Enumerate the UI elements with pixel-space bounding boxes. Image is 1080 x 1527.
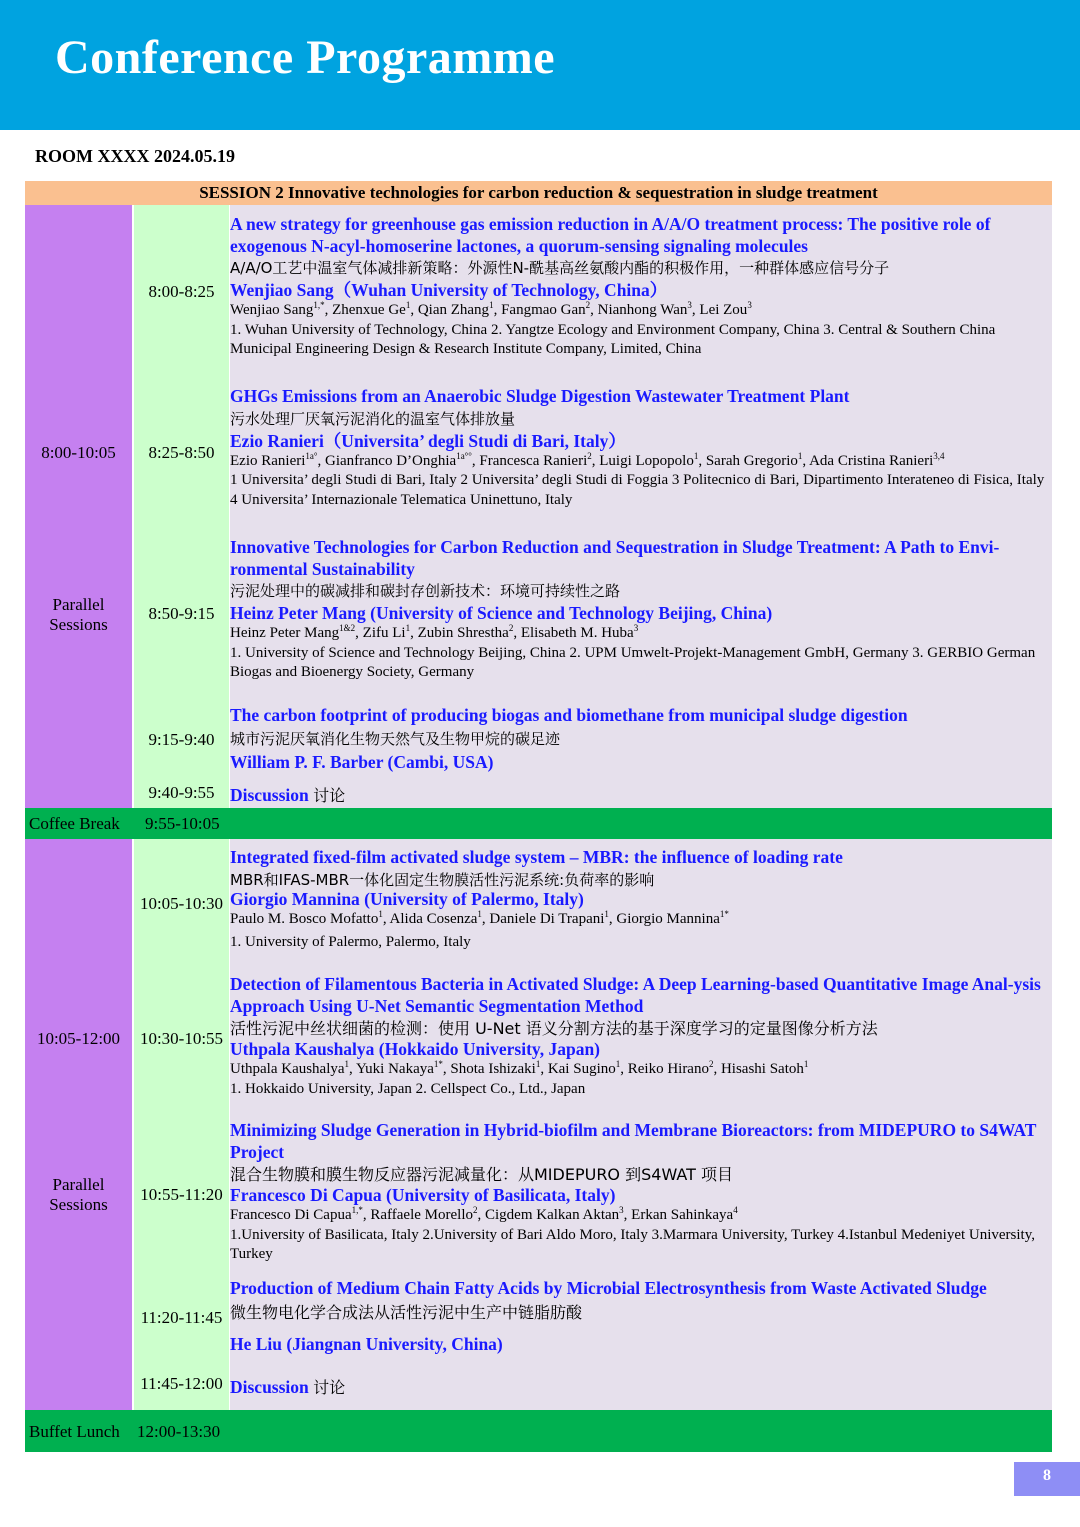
author-name: Qian Zhang — [417, 302, 490, 318]
discussion-label-cn: 讨论 — [313, 1378, 346, 1397]
author-affiliation-mark: 1 — [535, 1059, 541, 1069]
page-title: Conference Programme — [55, 31, 556, 84]
author-affiliation-mark: 1 — [477, 908, 482, 919]
talk-speaker: Ezio Ranieri（Universita’ degli Studi di Bari, Italy） — [230, 430, 626, 451]
talk-entry — [230, 1120, 1050, 1265]
author-affiliation-mark: 3 — [747, 300, 752, 310]
author-name: Ezio Ranieri — [230, 452, 306, 469]
block-2-time-cell — [25, 839, 132, 1410]
author-affiliation-mark: 3,4 — [933, 450, 945, 461]
author-name: Elisabeth M. Huba — [520, 625, 634, 641]
author-name: Fangmao Gan — [501, 302, 586, 318]
talk-title: A new strategy for greenhouse gas emission reduction in A/A/O treatment process: The positive role of exogenous N-acyl-homoserine lactones, a quorum-sensing signaling molecules — [230, 214, 991, 256]
author-affiliation-mark: 1 — [405, 623, 411, 633]
talk-title: The carbon footprint of producing biogas and biomethane from municipal sludge digestion — [230, 705, 908, 725]
break-time: 12:00-13:30 — [137, 1422, 221, 1441]
author-name: Zubin Shrestha — [417, 625, 509, 641]
break-label: Buffet Lunch — [29, 1422, 120, 1441]
talk-entry — [230, 386, 1050, 510]
talk-title: Minimizing Sludge Generation in Hybrid-biofilm and Membrane Bioreactors: from MIDEPURO to S4WAT Project — [230, 1120, 1037, 1162]
author-name: Cigdem Kalkan Aktan — [485, 1207, 620, 1223]
talk-affiliations: 1.University of Basilicata, Italy 2.University of Bari Aldo Moro, Italy 3.Marmara University, Turkey 4.Istanbul Medeniyet University, Turkey — [230, 1226, 1035, 1262]
author-affiliation-mark: 1 — [378, 908, 383, 919]
author-name: Hisashi Satoh — [720, 1061, 804, 1077]
author-name: Erkan Sahinkaya — [631, 1207, 734, 1223]
talk-entry — [230, 705, 1050, 773]
talk-authors: Uthpala Kaushalya$^1$, Yuki Nakaya$^{1*}$, Shota Ishizaki$^1$, Kai Sugino$^1$, Reiko Hirano$^2$, Hisashi Satoh$^1$ — [230, 1059, 809, 1077]
author-affiliation-mark: 1* — [719, 908, 729, 919]
author-affiliation-mark: 1 — [344, 1059, 350, 1069]
talk-affiliations: 1. Hokkaido University, Japan 2. Cellspect Co., Ltd., Japan — [230, 1080, 586, 1097]
talk-affiliations: 1. University of Science and Technology Beijing, China 2. UPM Umwelt-Projekt-Management GmbH, Germany 3. GERBIO German Biogas and Bioenergy Society, Germany — [230, 644, 1036, 680]
author-affiliation-mark: 1 — [803, 1059, 809, 1069]
talk-authors: Heinz Peter Mang$^{1\&2}$, Zifu Li$^1$, Zubin Shrestha$^2$, Elisabeth M. Huba$^3$ — [230, 623, 639, 641]
discussion-label: Discussion — [230, 1377, 309, 1397]
slot-time: 11:20-11:45 — [140, 1308, 223, 1327]
author-name: Francesco Di Capua — [230, 1207, 352, 1223]
author-affiliation-mark: 1,* — [313, 300, 325, 310]
block-label: Parallel Sessions — [49, 595, 108, 634]
author-name: Francesca Ranieri — [479, 452, 588, 469]
slot-time: 9:15-9:40 — [148, 730, 215, 749]
talk-speaker: Giorgio Mannina (University of Palermo, Italy) — [230, 888, 584, 909]
slot-time: 10:05-10:30 — [139, 894, 224, 913]
author-name: Alida Cosenza — [389, 910, 478, 927]
talk-speaker: William P. F. Barber (Cambi, USA) — [230, 751, 494, 772]
author-name: Uthpala Kaushalya — [230, 1061, 345, 1077]
author-name: Wenjiao Sang — [230, 302, 314, 318]
talk-entry — [230, 1278, 1050, 1355]
author-affiliation-mark: 1 — [405, 300, 411, 310]
talk-authors: Wenjiao Sang$^{1,*}$, Zhenxue Ge$^1$, Qian Zhang$^1$, Fangmao Gan$^2$, Nianhong Wan$^3$, Lei Zou$^3$ — [230, 300, 752, 318]
author-affiliation-mark: 1,* — [351, 1205, 363, 1215]
talk-title-cn: A/A/O工艺中温室气体减排新策略：外源性N-酰基高丝氨酸内酯的积极作用，一种群体感应信号分子 — [230, 259, 890, 277]
slot-time: 8:50-9:15 — [148, 604, 215, 623]
talk-speaker: Uthpala Kaushalya (Hokkaido University, Japan) — [230, 1039, 601, 1059]
author-affiliation-mark: 2 — [587, 450, 592, 461]
talk-title-cn: 污泥处理中的碳减排和碳封存创新技术：环境可持续性之路 — [230, 582, 621, 600]
talk-affiliations: 1. University of Palermo, Palermo, Italy — [230, 934, 471, 950]
author-name: Nianhong Wan — [597, 302, 688, 318]
talk-entry — [230, 214, 1050, 360]
author-affiliation-mark: 2 — [508, 623, 514, 633]
talk-title-cn: 城市污泥厌氧消化生物天然气及生物甲烷的碳足迹 — [230, 729, 561, 748]
author-affiliation-mark: 1a° — [305, 450, 318, 461]
talk-speaker: He Liu (Jiangnan University, China) — [230, 1333, 503, 1354]
block-1-time-cell — [25, 205, 132, 808]
header-banner — [0, 0, 1080, 130]
author-affiliation-mark: 2 — [473, 1205, 478, 1215]
author-affiliation-mark: 1 — [489, 300, 494, 310]
break-label: Coffee Break — [29, 814, 120, 833]
talk-speaker: Wenjiao Sang（Wuhan University of Technology, China） — [230, 280, 668, 300]
talk-title: Innovative Technologies for Carbon Reduction and Sequestration in Sludge Treatment: A Path to Envi-ronmental Sustainability — [230, 537, 1000, 579]
author-affiliation-mark: 3 — [633, 623, 639, 633]
author-affiliation-mark: 1* — [433, 1059, 443, 1069]
author-name: Zifu Li — [362, 625, 406, 641]
author-affiliation-mark: 1a°° — [456, 450, 472, 461]
talk-affiliations: 1. Wuhan University of Technology, China 2. Yangtze Ecology and Environment Company, China 3. Central & Southern China Municipal Engineering Design & Research Institute Company, Limited, China — [230, 321, 996, 357]
slot-time: 11:45-12:00 — [140, 1374, 223, 1393]
author-name: Gianfranco D’Onghia — [324, 452, 457, 469]
block-time: 10:05-12:00 — [36, 1029, 121, 1048]
talk-title: Production of Medium Chain Fatty Acids by Microbial Electrosynthesis from Waste Activated Sludge — [230, 1278, 987, 1298]
author-affiliation-mark: 3 — [619, 1205, 624, 1215]
talk-entry — [230, 537, 1050, 683]
author-name: Kai Sugino — [547, 1061, 616, 1077]
author-affiliation-mark: 4 — [733, 1205, 738, 1215]
author-affiliation-mark: 2 — [585, 300, 591, 310]
talk-title-cn: 活性污泥中丝状细菌的检测：使用 U-Net 语义分割方法的基于深度学习的定量图像分析方法 — [230, 1019, 878, 1038]
slot-time: 8:25-8:50 — [148, 443, 215, 462]
talk-title: GHGs Emissions from an Anaerobic Sludge Digestion Wastewater Treatment Plant — [230, 386, 850, 406]
author-affiliation-mark: 1 — [604, 908, 609, 919]
author-name: Shota Ishizaki — [450, 1061, 536, 1077]
author-name: Paulo M. Bosco Mofatto — [230, 910, 379, 927]
author-name: Reiko Hirano — [627, 1061, 709, 1077]
talk-affiliations: 1 Universita’ degli Studi di Bari, Italy 2 Universita’ degli Studi di Foggia 3 Politecnico di Bari, Dipartimento Interateneo di Fisica, Italy 4 Universita’ Internazionale Telematica Uninettuno, Italy — [230, 472, 1045, 508]
break-time: 9:55-10:05 — [145, 814, 220, 833]
talk-title: Detection of Filamentous Bacteria in Activated Sludge: A Deep Learning-based Quantitative Image Anal-ysis Approach Using U-Net Semantic Segmentation Method — [230, 974, 1041, 1016]
talk-title-cn: MBR和IFAS-MBR一体化固定生物膜活性污泥系统:负荷率的影响 — [230, 870, 655, 889]
author-affiliation-mark: 1 — [615, 1059, 621, 1069]
talk-entry — [230, 974, 1050, 1099]
room-date: ROOM XXXX 2024.05.19 — [35, 146, 235, 166]
block-label: Parallel Sessions — [49, 1175, 108, 1214]
author-affiliation-mark: 1 — [693, 450, 699, 461]
discussion-label-cn: 讨论 — [313, 786, 346, 805]
talk-speaker: Francesco Di Capua (University of Basilicata, Italy) — [230, 1185, 616, 1205]
author-name: Daniele Di Trapani — [489, 910, 605, 927]
author-affiliation-mark: 2 — [708, 1059, 714, 1069]
author-name: Luigi Lopopolo — [599, 452, 694, 469]
author-name: Ada Cristina Ranieri — [809, 452, 934, 469]
talk-title-cn: 微生物电化学合成法从活性污泥中生产中链脂肪酸 — [230, 1302, 583, 1322]
slot-time: 9:40-9:55 — [148, 783, 215, 802]
author-name: Zhenxue Ge — [332, 302, 406, 318]
slot-time: 8:00-8:25 — [148, 282, 215, 301]
talk-entry — [230, 847, 1050, 953]
talk-title-cn: 混合生物膜和膜生物反应器污泥减量化：从MIDEPURO 到S4WAT 项目 — [230, 1165, 733, 1184]
block-time: 8:00-10:05 — [41, 443, 116, 462]
author-affiliation-mark: 1 — [797, 450, 803, 461]
author-name: Raffaele Morello — [370, 1207, 473, 1223]
talk-authors: Francesco Di Capua$^{1,*}$, Raffaele Morello$^2$, Cigdem Kalkan Aktan$^3$, Erkan Sahinkaya$^4$ — [230, 1205, 738, 1223]
discussion-entry — [230, 1375, 345, 1398]
author-name: Sarah Gregorio — [705, 452, 798, 469]
talk-speaker: Heinz Peter Mang (University of Science and Technology Beijing, China) — [230, 603, 773, 623]
author-name: Yuki Nakaya — [356, 1061, 434, 1077]
talk-authors: Paulo M. Bosco Mofatto$^1$, Alida Cosenza$^1$, Daniele Di Trapani$^1$, Giorgio Mannina$^{1*}$ — [230, 908, 729, 927]
talk-title-cn: 污水处理厂厌氧污泥消化的温室气体排放量 — [230, 409, 516, 428]
slot-time: 10:55-11:20 — [140, 1185, 223, 1204]
discussion-label: Discussion — [230, 785, 309, 805]
author-name: Heinz Peter Mang — [230, 625, 340, 641]
author-name: Giorgio Mannina — [616, 910, 720, 927]
session-title: SESSION 2 Innovative technologies for carbon reduction & sequestration in sludge treatment — [25, 181, 1052, 205]
discussion-entry — [230, 783, 345, 806]
author-name: Lei Zou — [699, 302, 748, 318]
page-number: 8 — [1014, 1462, 1080, 1496]
author-affiliation-mark: 3 — [687, 300, 692, 310]
author-affiliation-mark: 1&2 — [339, 623, 356, 633]
talk-title: Integrated fixed-film activated sludge system – MBR: the influence of loading rate — [230, 847, 843, 867]
slot-time: 10:30-10:55 — [139, 1029, 224, 1048]
talk-authors: Ezio Ranieri$^{1a^\circ}$, Gianfranco D’Onghia$^{1a^\circ^\circ}$, Francesca Ranieri$^2$, Luigi Lopopolo$^1$, Sarah Gregorio$^1$, Ada Cristina Ranieri$^{3,4}$ — [230, 450, 945, 469]
